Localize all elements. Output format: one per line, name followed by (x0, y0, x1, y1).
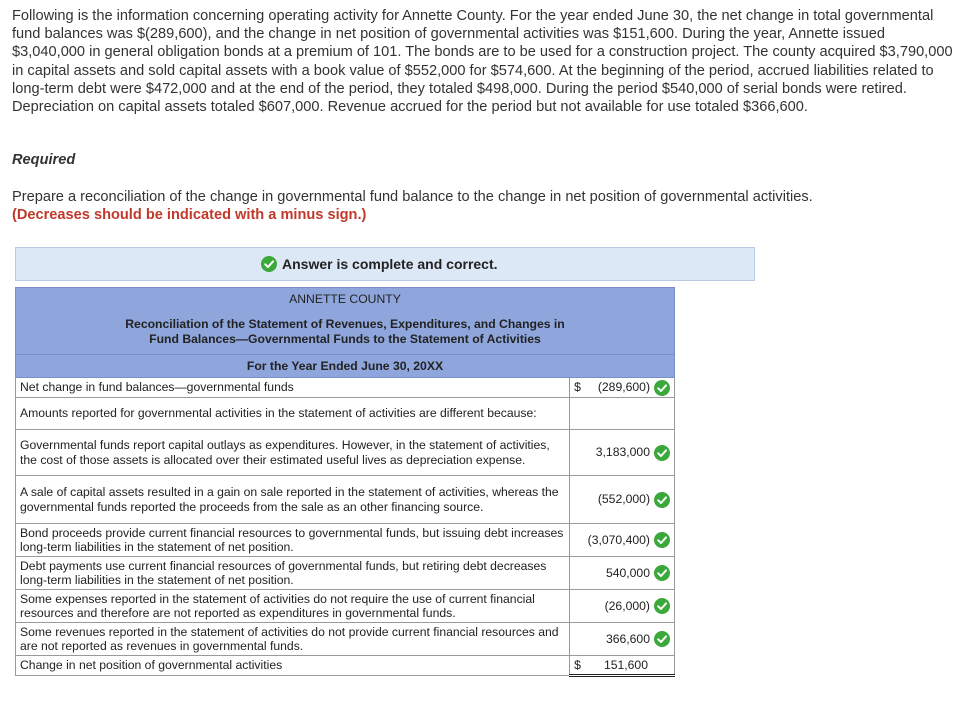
row-amount-cell[interactable] (570, 476, 675, 524)
dollar-sign: $ (574, 657, 581, 672)
amount-value: 366,600 (605, 631, 650, 646)
row-description: Some expenses reported in the statement of activities do not require the use of current financial resources and therefore are not reported as expenditures in governmental funds. (16, 590, 570, 623)
table-row (16, 524, 675, 557)
amount-value: 3,183,000 (595, 445, 650, 460)
check-circle-icon (654, 598, 670, 614)
row-description: Net change in fund balances—governmental funds (16, 378, 570, 398)
row-amount-cell[interactable] (570, 623, 675, 656)
row-description: Amounts reported for governmental activities in the statement of activities are different because: (16, 398, 570, 430)
amount-value: (552,000) (597, 492, 650, 507)
row-description: Some revenues reported in the statement of activities do not provide current financial resources and are not reported as revenues in governmental funds. (16, 623, 570, 656)
amount-value: 151,600 (603, 657, 648, 672)
table-row (16, 557, 675, 590)
check-circle-icon (654, 631, 670, 647)
row-amount-cell[interactable] (570, 590, 675, 623)
row-description: Change in net position of governmental activities (16, 656, 570, 676)
title-line-2: Fund Balances—Governmental Funds to the Statement of Activities (149, 332, 541, 346)
problem-intro: Following is the information concerning operating activity for Annette County. For the year ended June 30, the net change in total governmental fund balances was $(289,600), and the change in net position of governmental activities was $151,600. During the year, Annette issued $3,040,000 in general obligation bonds at a premium of 101. The bonds are to be used for a construction project. The county acquired $3,790,000 in capital assets and sold capital assets with a book value of $552,000 for $574,600. At the beginning of the period, accrued liabilities related to long-term debt were $472,000 and at the end of the period, they totaled $498,000. During the period $540,000 of serial bonds were retired. Depreciation on capital assets totaled $607,000. Revenue accrued for the period but not available for use totaled $366,600. (12, 8, 953, 116)
table-row (16, 623, 675, 656)
check-circle-icon (261, 256, 277, 272)
dollar-sign: $ (574, 380, 581, 395)
row-amount-cell[interactable] (570, 430, 675, 476)
instructions (12, 188, 952, 224)
table-row (16, 398, 675, 430)
entity-name: ANNETTE COUNTY (289, 292, 401, 306)
row-description: Bond proceeds provide current financial resources to governmental funds, but issuing debt increases long-term liabilities in the statement of net position. (16, 524, 570, 557)
table-row (16, 656, 675, 676)
row-description: Governmental funds report capital outlays as expenditures. However, in the statement of activities, the cost of those assets is allocated over their estimated useful lives as depreciation expense. (16, 430, 570, 476)
row-amount-cell[interactable] (570, 656, 675, 676)
table-row (16, 430, 675, 476)
check-circle-icon (654, 532, 670, 548)
row-description: A sale of capital assets resulted in a gain on sale reported in the statement of activities, whereas the governmental funds reported the proceeds from the sale as an other financing source. (16, 476, 570, 524)
row-amount-cell[interactable] (570, 524, 675, 557)
table-row (16, 590, 675, 623)
table-header-title (16, 310, 675, 355)
title-line-1: Reconciliation of the Statement of Revenues, Expenditures, and Changes in (125, 317, 565, 331)
answer-status-banner (15, 247, 755, 281)
amount-value: 540,000 (605, 565, 650, 580)
table-header-entity (16, 288, 675, 311)
row-amount-cell[interactable] (570, 378, 675, 398)
row-amount-cell (570, 398, 675, 430)
check-circle-icon (654, 445, 670, 461)
amount-value: (26,000) (604, 598, 650, 613)
check-circle-icon (654, 565, 670, 581)
check-circle-icon (654, 492, 670, 508)
period-label: For the Year Ended June 30, 20XX (246, 359, 444, 373)
reconciliation-table (15, 287, 675, 677)
answer-status-text: Answer is complete and correct. (282, 256, 498, 272)
check-circle-icon (654, 380, 670, 396)
table-row (16, 476, 675, 524)
amount-value: (3,070,400) (587, 532, 650, 547)
table-row (16, 378, 675, 398)
row-amount-cell[interactable] (570, 557, 675, 590)
required-label: Required (12, 152, 76, 168)
table-header-period (16, 355, 675, 378)
amount-value: (289,600) (597, 380, 650, 395)
prepare-text: Prepare a reconciliation of the change in governmental fund balance to the change in net position of governmental activities. (12, 189, 813, 205)
row-description: Debt payments use current financial resources of governmental funds, but retiring debt decreases long-term liabilities in the statement of net position. (16, 557, 570, 590)
sign-note: (Decreases should be indicated with a minus sign.) (12, 207, 367, 223)
